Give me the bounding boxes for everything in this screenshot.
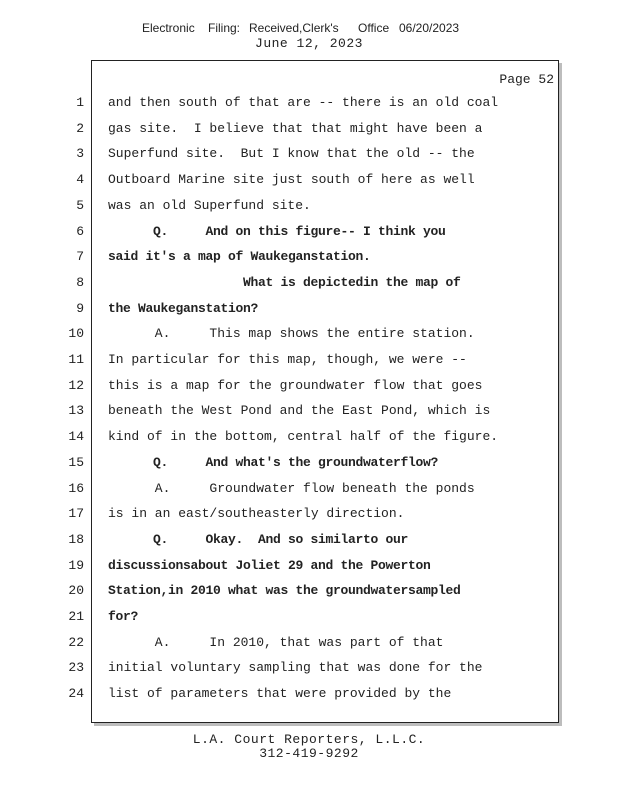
header-date: June 12, 2023 — [255, 36, 363, 51]
transcript-line: and then south of that are -- there is an old coal — [108, 95, 499, 110]
line-number: 18 — [68, 532, 84, 547]
transcript-line: the Waukeganstation? — [108, 301, 259, 316]
footer-phone: 312-419-9292 — [259, 746, 359, 761]
transcript-line: list of parameters that were provided by the — [108, 686, 452, 701]
transcript-line: is in an east/southeasterly direction. — [108, 506, 405, 521]
transcript-line: A. In 2010, that was part of that — [108, 635, 444, 650]
line-number: 6 — [76, 224, 84, 239]
line-number: 15 — [68, 455, 84, 470]
transcript-line: Q. Okay. And so similarto our — [108, 532, 409, 547]
line-number: 12 — [68, 378, 84, 393]
line-number: 24 — [68, 686, 84, 701]
line-number: 4 — [76, 172, 84, 187]
line-number: 5 — [76, 198, 84, 213]
transcript-line: was an old Superfund site. — [108, 198, 311, 213]
stamp-office: Office — [358, 21, 390, 35]
line-number: 17 — [68, 506, 84, 521]
transcript-line: this is a map for the groundwater flow that goes — [108, 378, 483, 393]
line-number: 14 — [68, 429, 84, 444]
stamp-date: 06/20/2023 — [399, 21, 460, 35]
line-number: 3 — [76, 146, 84, 161]
stamp-electronic: Electronic — [142, 21, 195, 35]
line-number: 22 — [68, 635, 84, 650]
transcript-line: A. This map shows the entire station. — [108, 326, 475, 341]
line-number: 2 — [76, 121, 84, 136]
transcript-line: beneath the West Pond and the East Pond, which is — [108, 403, 491, 418]
line-number: 11 — [68, 352, 84, 367]
transcript-line: for? — [108, 609, 139, 624]
transcript-line: Outboard Marine site just south of here as well — [108, 172, 475, 187]
transcript-line: Superfund site. But I know that the old -- the — [108, 146, 475, 161]
transcript-line: A. Groundwater flow beneath the ponds — [108, 481, 475, 496]
transcript-line: In particular for this map, though, we were -- — [108, 352, 467, 367]
page-number: Page 52 — [499, 72, 554, 87]
transcript-line: discussionsabout Joliet 29 and the Powerton — [108, 558, 431, 573]
line-number: 16 — [68, 481, 84, 496]
footer-company: L.A. Court Reporters, L.L.C. — [192, 732, 426, 747]
transcript-line: What is depictedin the map of — [108, 275, 461, 290]
line-number: 23 — [68, 660, 84, 675]
line-number: 7 — [76, 249, 84, 264]
transcript-line: said it's a map of Waukeganstation. — [108, 249, 371, 264]
transcript-line: gas site. I believe that that might have been a — [108, 121, 483, 136]
transcript-line: Station,in 2010 what was the groundwatersampled — [108, 583, 461, 598]
transcript-line: kind of in the bottom, central half of the figure. — [108, 429, 499, 444]
line-number: 8 — [76, 275, 84, 290]
transcript-line: Q. And on this figure-- I think you — [108, 224, 446, 239]
line-number: 1 — [76, 95, 84, 110]
line-number: 21 — [68, 609, 84, 624]
line-number: 10 — [68, 326, 84, 341]
line-number: 19 — [68, 558, 84, 573]
stamp-received-clerks: Received,Clerk's — [249, 21, 339, 35]
line-number: 13 — [68, 403, 84, 418]
line-number: 20 — [68, 583, 84, 598]
transcript-line: initial voluntary sampling that was done for the — [108, 660, 483, 675]
transcript-line: Q. And what's the groundwaterflow? — [108, 455, 439, 470]
line-number: 9 — [76, 301, 84, 316]
stamp-filing: Filing: — [208, 21, 241, 35]
